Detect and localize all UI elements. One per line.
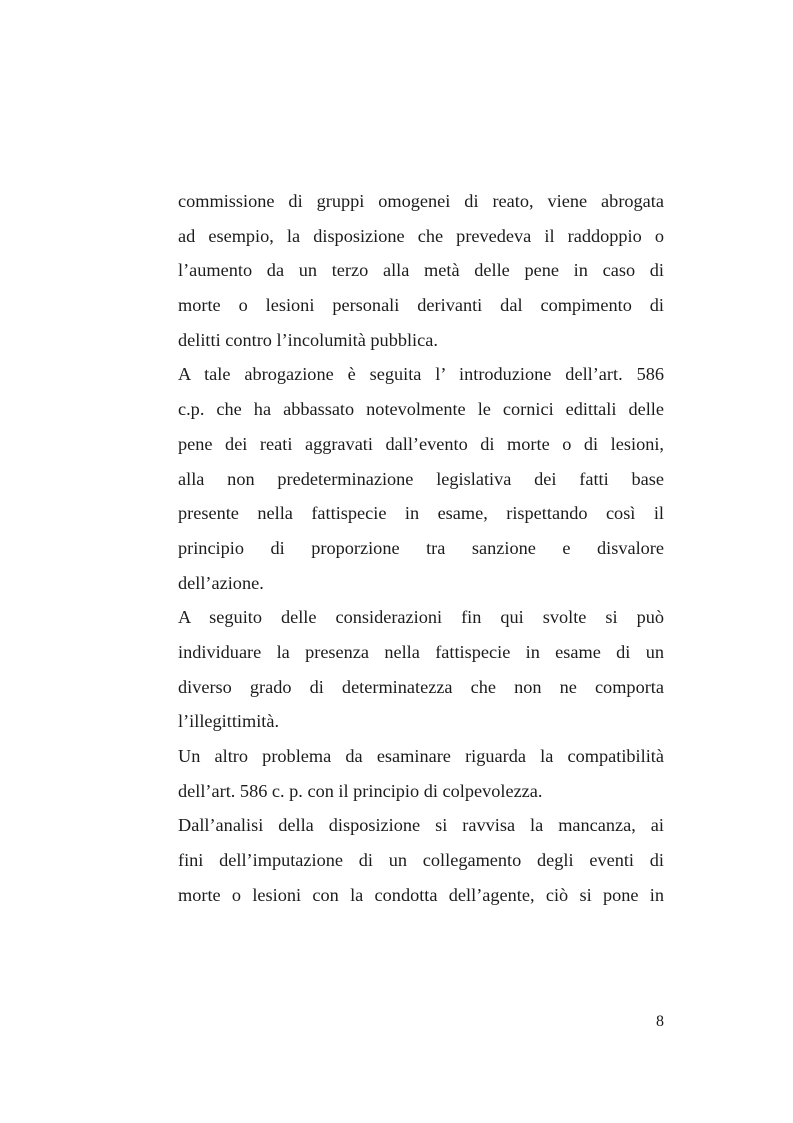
text-line: A seguito delle considerazioni fin qui svolte si può bbox=[178, 607, 664, 628]
text-line: A tale abrogazione è seguita l’ introduzione dell’art. 586 bbox=[178, 364, 664, 385]
text-line: diverso grado di determinatezza che non ne comporta bbox=[178, 676, 664, 697]
text-line: dell’azione. bbox=[178, 572, 264, 593]
text-line: fini dell’imputazione di un collegamento degli eventi di bbox=[178, 850, 664, 871]
text-line: alla non predeterminazione legislativa dei fatti base bbox=[178, 468, 664, 489]
text-line: delitti contro l’incolumità pubblica. bbox=[178, 329, 438, 350]
text-line: commissione di gruppi omogenei di reato, viene abrogata bbox=[178, 191, 664, 211]
text-line: individuare la presenza nella fattispecie in esame di un bbox=[178, 641, 664, 662]
text-line: dell’art. 586 c. p. con il principio di colpevolezza. bbox=[178, 780, 543, 801]
text-line: c.p. che ha abbassato notevolmente le cornici edittali delle bbox=[178, 399, 664, 420]
text-line: l’aumento da un terzo alla metà delle pene in caso di bbox=[178, 260, 664, 281]
page-number: 8 bbox=[656, 1013, 664, 1030]
text-line: presente nella fattispecie in esame, rispettando così il bbox=[178, 503, 664, 524]
text-line: pene dei reati aggravati dall’evento di morte o di lesioni, bbox=[178, 433, 664, 454]
text-line: Un altro problema da esaminare riguarda la compatibilità bbox=[178, 746, 664, 766]
text-line: l’illegittimità. bbox=[178, 711, 280, 732]
text-line: Dall’analisi della disposizione si ravvisa la mancanza, ai bbox=[178, 815, 664, 836]
text-line: principio di proporzione tra sanzione e disvalore bbox=[178, 537, 664, 558]
text-line: ad esempio, la disposizione che prevedeva il raddoppio o bbox=[178, 225, 664, 246]
body-text bbox=[178, 184, 664, 912]
text-line: morte o lesioni personali derivanti dal compimento di bbox=[178, 295, 664, 316]
text-line: morte o lesioni con la condotta dell’agente, ciò si pone in bbox=[178, 884, 664, 905]
